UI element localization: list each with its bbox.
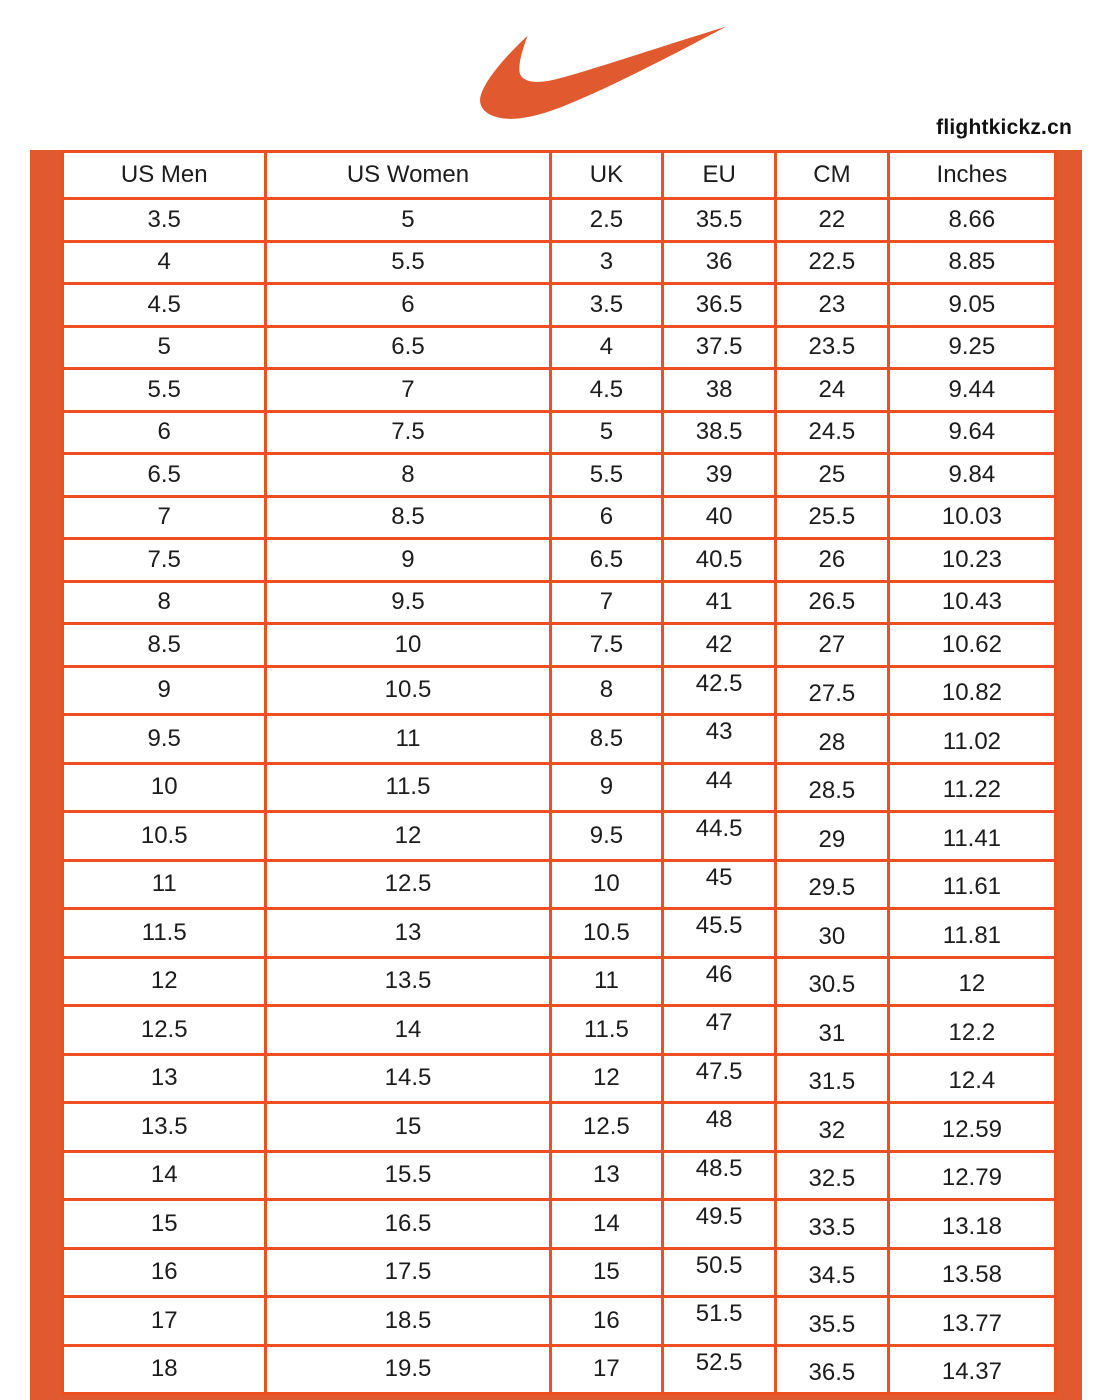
- size-cell: 27: [776, 624, 889, 667]
- size-cell: 8.66: [888, 199, 1055, 242]
- size-cell: 37.5: [663, 326, 776, 369]
- size-cell: 5.5: [63, 369, 266, 412]
- table-row: [63, 1151, 1056, 1200]
- size-cell: 23.5: [776, 326, 889, 369]
- table-row: [63, 1297, 1056, 1346]
- size-cell: 8: [63, 581, 266, 624]
- size-cell: 38: [663, 369, 776, 412]
- size-cell: 12.79: [888, 1151, 1055, 1200]
- size-cell: 6: [550, 496, 663, 539]
- size-cell: 28.5: [776, 763, 889, 812]
- size-cell: 12.5: [63, 1006, 266, 1055]
- table-row: [63, 199, 1056, 242]
- table-row: [63, 454, 1056, 497]
- size-cell: 17.5: [266, 1248, 550, 1297]
- table-row: [63, 1054, 1056, 1103]
- size-cell: 10.43: [888, 581, 1055, 624]
- size-cell: 11: [63, 860, 266, 909]
- size-cell: 3.5: [550, 284, 663, 327]
- right-accent-bar: [1057, 150, 1082, 1395]
- size-cell: 11: [550, 957, 663, 1006]
- size-cell: 22.5: [776, 241, 889, 284]
- size-cell: 15: [266, 1103, 550, 1152]
- size-cell: 10.03: [888, 496, 1055, 539]
- table-row: [63, 496, 1056, 539]
- left-accent-bar: [30, 150, 61, 1395]
- size-cell: 29: [776, 812, 889, 861]
- size-cell: 13: [550, 1151, 663, 1200]
- size-cell: 12.59: [888, 1103, 1055, 1152]
- size-cell: 19.5: [266, 1345, 550, 1394]
- table-row: [63, 1103, 1056, 1152]
- size-cell: 10.5: [63, 812, 266, 861]
- site-watermark: flightkickz.cn: [936, 116, 1072, 139]
- size-cell: 36.5: [663, 284, 776, 327]
- size-cell: 4.5: [550, 369, 663, 412]
- size-cell: 39: [663, 454, 776, 497]
- col-header-us-men: US Men: [63, 152, 266, 199]
- size-cell: 5.5: [550, 454, 663, 497]
- table-row: [63, 241, 1056, 284]
- size-cell: 6.5: [266, 326, 550, 369]
- size-cell: 45.5: [663, 909, 776, 958]
- table-row: [63, 763, 1056, 812]
- nike-swoosh-icon: [452, 26, 726, 120]
- size-cell: 15: [550, 1248, 663, 1297]
- size-cell: 17: [63, 1297, 266, 1346]
- size-cell: 27.5: [776, 666, 889, 715]
- size-cell: 8.85: [888, 241, 1055, 284]
- size-cell: 3.5: [63, 199, 266, 242]
- size-cell: 2.5: [550, 199, 663, 242]
- size-cell: 45: [663, 860, 776, 909]
- table-row: [63, 860, 1056, 909]
- size-cell: 15.5: [266, 1151, 550, 1200]
- size-cell: 44: [663, 763, 776, 812]
- size-cell: 10: [63, 763, 266, 812]
- size-cell: 38.5: [663, 411, 776, 454]
- size-cell: 30: [776, 909, 889, 958]
- size-cell: 14.37: [888, 1345, 1055, 1394]
- header-row: [63, 152, 1056, 199]
- size-cell: 16.5: [266, 1200, 550, 1249]
- size-cell: 11.5: [550, 1006, 663, 1055]
- table-row: [63, 581, 1056, 624]
- size-cell: 47: [663, 1006, 776, 1055]
- size-table-body: [63, 199, 1056, 1394]
- size-cell: 26.5: [776, 581, 889, 624]
- table-row: [63, 957, 1056, 1006]
- size-cell: 11.81: [888, 909, 1055, 958]
- size-cell: 11.02: [888, 715, 1055, 764]
- size-cell: 11.5: [266, 763, 550, 812]
- size-cell: 3: [550, 241, 663, 284]
- size-cell: 18.5: [266, 1297, 550, 1346]
- size-cell: 13.77: [888, 1297, 1055, 1346]
- table-row: [63, 284, 1056, 327]
- size-cell: 12.2: [888, 1006, 1055, 1055]
- size-cell: 9.5: [63, 715, 266, 764]
- size-cell: 52.5: [663, 1345, 776, 1394]
- size-cell: 6: [63, 411, 266, 454]
- table-row: [63, 715, 1056, 764]
- table-row: [63, 666, 1056, 715]
- size-cell: 7.5: [266, 411, 550, 454]
- size-cell: 48: [663, 1103, 776, 1152]
- size-cell: 9: [63, 666, 266, 715]
- size-cell: 34.5: [776, 1248, 889, 1297]
- size-cell: 15: [63, 1200, 266, 1249]
- size-cell: 26: [776, 539, 889, 582]
- size-cell: 6: [266, 284, 550, 327]
- size-cell: 47.5: [663, 1054, 776, 1103]
- table-row: [63, 1200, 1056, 1249]
- size-cell: 11.41: [888, 812, 1055, 861]
- table-row: [63, 1248, 1056, 1297]
- size-cell: 13.5: [266, 957, 550, 1006]
- size-cell: 6.5: [63, 454, 266, 497]
- size-cell: 35.5: [776, 1297, 889, 1346]
- size-cell: 44.5: [663, 812, 776, 861]
- table-row: [63, 624, 1056, 667]
- size-cell: 9.84: [888, 454, 1055, 497]
- size-cell: 22: [776, 199, 889, 242]
- col-header-uk: UK: [550, 152, 663, 199]
- size-cell: 13.5: [63, 1103, 266, 1152]
- size-cell: 9: [550, 763, 663, 812]
- size-cell: 25.5: [776, 496, 889, 539]
- size-cell: 10.5: [266, 666, 550, 715]
- size-cell: 7.5: [63, 539, 266, 582]
- size-cell: 12: [63, 957, 266, 1006]
- size-cell: 12: [888, 957, 1055, 1006]
- size-cell: 40: [663, 496, 776, 539]
- size-cell: 11.61: [888, 860, 1055, 909]
- size-cell: 17: [550, 1345, 663, 1394]
- size-cell: 5: [550, 411, 663, 454]
- size-cell: 35.5: [663, 199, 776, 242]
- size-cell: 48.5: [663, 1151, 776, 1200]
- size-cell: 33.5: [776, 1200, 889, 1249]
- size-cell: 9.64: [888, 411, 1055, 454]
- size-cell: 29.5: [776, 860, 889, 909]
- size-cell: 4.5: [63, 284, 266, 327]
- size-cell: 51.5: [663, 1297, 776, 1346]
- size-cell: 31.5: [776, 1054, 889, 1103]
- size-cell: 10.62: [888, 624, 1055, 667]
- size-cell: 12.4: [888, 1054, 1055, 1103]
- size-cell: 14: [550, 1200, 663, 1249]
- size-cell: 14: [63, 1151, 266, 1200]
- table-row: [63, 1006, 1056, 1055]
- size-cell: 23: [776, 284, 889, 327]
- table-row: [63, 411, 1056, 454]
- size-cell: 42.5: [663, 666, 776, 715]
- size-cell: 24: [776, 369, 889, 412]
- table-row: [63, 326, 1056, 369]
- size-cell: 8.5: [266, 496, 550, 539]
- size-cell: 42: [663, 624, 776, 667]
- size-cell: 10: [550, 860, 663, 909]
- size-cell: 9.5: [266, 581, 550, 624]
- size-cell: 8.5: [550, 715, 663, 764]
- size-cell: 11.5: [63, 909, 266, 958]
- size-cell: 12: [266, 812, 550, 861]
- size-cell: 7.5: [550, 624, 663, 667]
- size-cell: 13: [63, 1054, 266, 1103]
- size-cell: 18: [63, 1345, 266, 1394]
- size-cell: 5.5: [266, 241, 550, 284]
- size-cell: 12.5: [266, 860, 550, 909]
- size-cell: 11: [266, 715, 550, 764]
- size-cell: 4: [63, 241, 266, 284]
- col-header-inches: Inches: [888, 152, 1055, 199]
- size-cell: 5: [63, 326, 266, 369]
- size-cell: 7: [550, 581, 663, 624]
- size-chart: [30, 150, 1082, 1400]
- size-cell: 41: [663, 581, 776, 624]
- size-cell: 28: [776, 715, 889, 764]
- size-cell: 36.5: [776, 1345, 889, 1394]
- nike-logo: [452, 26, 726, 120]
- table-row: [63, 909, 1056, 958]
- size-cell: 10: [266, 624, 550, 667]
- size-cell: 32.5: [776, 1151, 889, 1200]
- table-row: [63, 1345, 1056, 1394]
- size-cell: 9.05: [888, 284, 1055, 327]
- col-header-us-women: US Women: [266, 152, 550, 199]
- size-cell: 43: [663, 715, 776, 764]
- size-cell: 30.5: [776, 957, 889, 1006]
- size-cell: 16: [550, 1297, 663, 1346]
- size-table: [61, 150, 1057, 1395]
- size-cell: 24.5: [776, 411, 889, 454]
- size-cell: 5: [266, 199, 550, 242]
- size-cell: 50.5: [663, 1248, 776, 1297]
- size-cell: 8: [266, 454, 550, 497]
- size-cell: 12: [550, 1054, 663, 1103]
- size-cell: 6.5: [550, 539, 663, 582]
- size-cell: 13: [266, 909, 550, 958]
- size-cell: 31: [776, 1006, 889, 1055]
- size-cell: 9.44: [888, 369, 1055, 412]
- size-cell: 49.5: [663, 1200, 776, 1249]
- size-cell: 10.23: [888, 539, 1055, 582]
- col-header-eu: EU: [663, 152, 776, 199]
- size-cell: 13.18: [888, 1200, 1055, 1249]
- size-cell: 14.5: [266, 1054, 550, 1103]
- size-cell: 10.5: [550, 909, 663, 958]
- size-cell: 11.22: [888, 763, 1055, 812]
- size-cell: 25: [776, 454, 889, 497]
- size-cell: 12.5: [550, 1103, 663, 1152]
- table-row: [63, 539, 1056, 582]
- size-cell: 14: [266, 1006, 550, 1055]
- size-cell: 9.25: [888, 326, 1055, 369]
- size-cell: 16: [63, 1248, 266, 1297]
- table-row: [63, 812, 1056, 861]
- size-cell: 9: [266, 539, 550, 582]
- size-cell: 8: [550, 666, 663, 715]
- size-cell: 4: [550, 326, 663, 369]
- size-cell: 46: [663, 957, 776, 1006]
- size-cell: 32: [776, 1103, 889, 1152]
- table-row: [63, 369, 1056, 412]
- size-cell: 40.5: [663, 539, 776, 582]
- size-cell: 7: [266, 369, 550, 412]
- col-header-cm: CM: [776, 152, 889, 199]
- size-cell: 13.58: [888, 1248, 1055, 1297]
- size-cell: 9.5: [550, 812, 663, 861]
- size-cell: 8.5: [63, 624, 266, 667]
- size-cell: 36: [663, 241, 776, 284]
- size-cell: 10.82: [888, 666, 1055, 715]
- size-cell: 7: [63, 496, 266, 539]
